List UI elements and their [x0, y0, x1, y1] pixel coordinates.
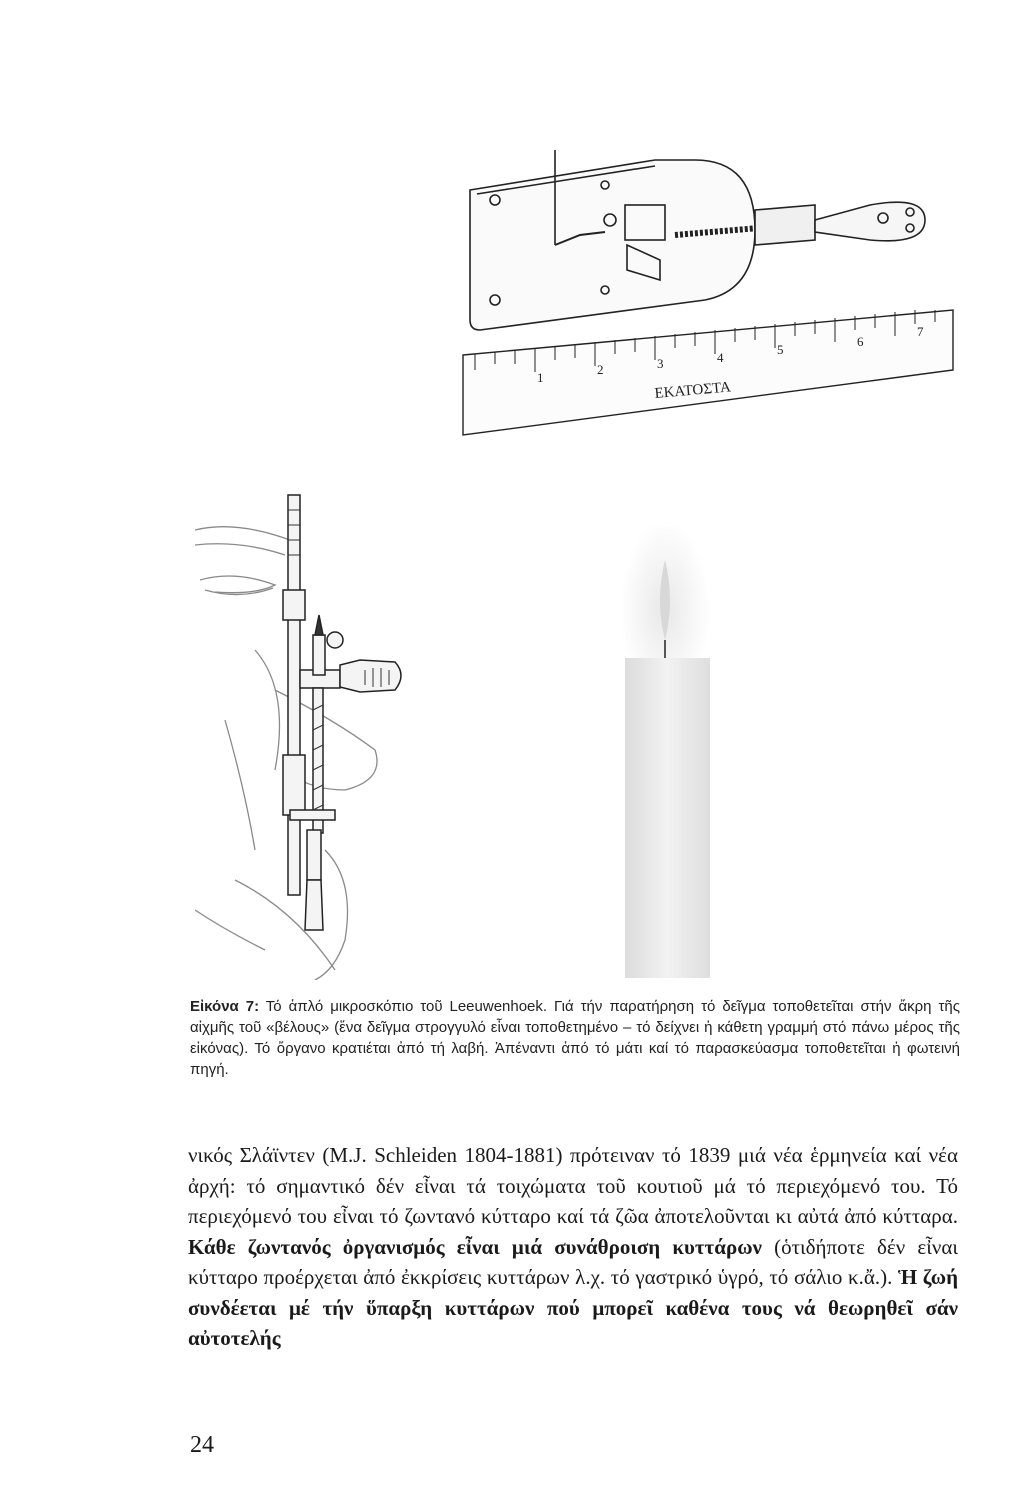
body-paragraph [188, 1140, 958, 1354]
body-bold-1: Κάθε ζωντανός ὀργανισμός εἶναι μιά συνάθροιση κυττάρων [188, 1234, 762, 1259]
ruler-number: 4 [717, 350, 724, 365]
ruler-number: 6 [857, 334, 864, 349]
ruler-number: 3 [657, 356, 664, 371]
microscope-ruler-figure [455, 150, 965, 440]
microscope-use-figure [195, 490, 755, 980]
caption-text: Τό ἁπλό μικροσκόπιο τοῦ Leeuwenhoek. Γιά τήν παρατήρηση τό δεῖγμα τοποθετεῖται στήν ἄκρη τῆς αἰχμῆς τοῦ «βέλους» (ἕνα δεῖγμα στρογγυλό εἶναι τοποθετημένο – τό δείχνει ἡ κάθετη γραμμή στό πάνω μέρος τῆς εἰκόνας). Τό ὄργανο κρατιέται ἀπό τή λαβή. Ἀπέναντι ἀπό τό μάτι καί τό παρασκεύασμα τοποθετεῖται ἡ φωτεινή πηγή. [190, 998, 960, 1078]
microscope-use-drawing [195, 490, 755, 980]
ruler-label: ΕΚΑΤΟΣΤΑ [653, 379, 732, 402]
page-number: 24 [190, 1432, 214, 1458]
ruler-number: 5 [777, 342, 784, 357]
microscope-ruler-drawing [455, 150, 965, 440]
figure-caption [190, 996, 960, 1080]
caption-label: Εἰκόνα 7: [190, 998, 260, 1015]
ruler-number: 1 [537, 370, 544, 385]
ruler-number: 7 [917, 324, 924, 339]
ruler-number: 2 [597, 362, 604, 377]
body-text-2: (ὁτιδήποτε δέν εἶναι κύτταρο προέρχεται ἀπό ἐκκρίσεις κυττάρων λ.χ. τό γαστρικό ὑγρό, τό σάλιο κ.ἄ.). [188, 1234, 958, 1289]
body-bold-2: Ἡ ζωή συνδέεται μέ τήν ὕπαρξη κυττάρων πού μπορεῖ καθένα τους νά θεωρηθεῖ σάν αὐτοτελής [188, 1265, 958, 1350]
body-text-1: νικός Σλάϊντεν (M.J. Schleiden 1804-1881) πρότειναν τό 1839 μιά νέα ἑρμηνεία καί νέα ἀρχή: τό σημαντικό δέν εἶναι τά τοιχώματα τοῦ κουτιοῦ μά τό περιεχόμενό του. Τό περιεχόμενό του εἶναι τό ζωντανό κύτταρο καί τά ζῶα ἀποτελοῦνται κι αὐτά ἀπό κύτταρα. [188, 1143, 958, 1228]
